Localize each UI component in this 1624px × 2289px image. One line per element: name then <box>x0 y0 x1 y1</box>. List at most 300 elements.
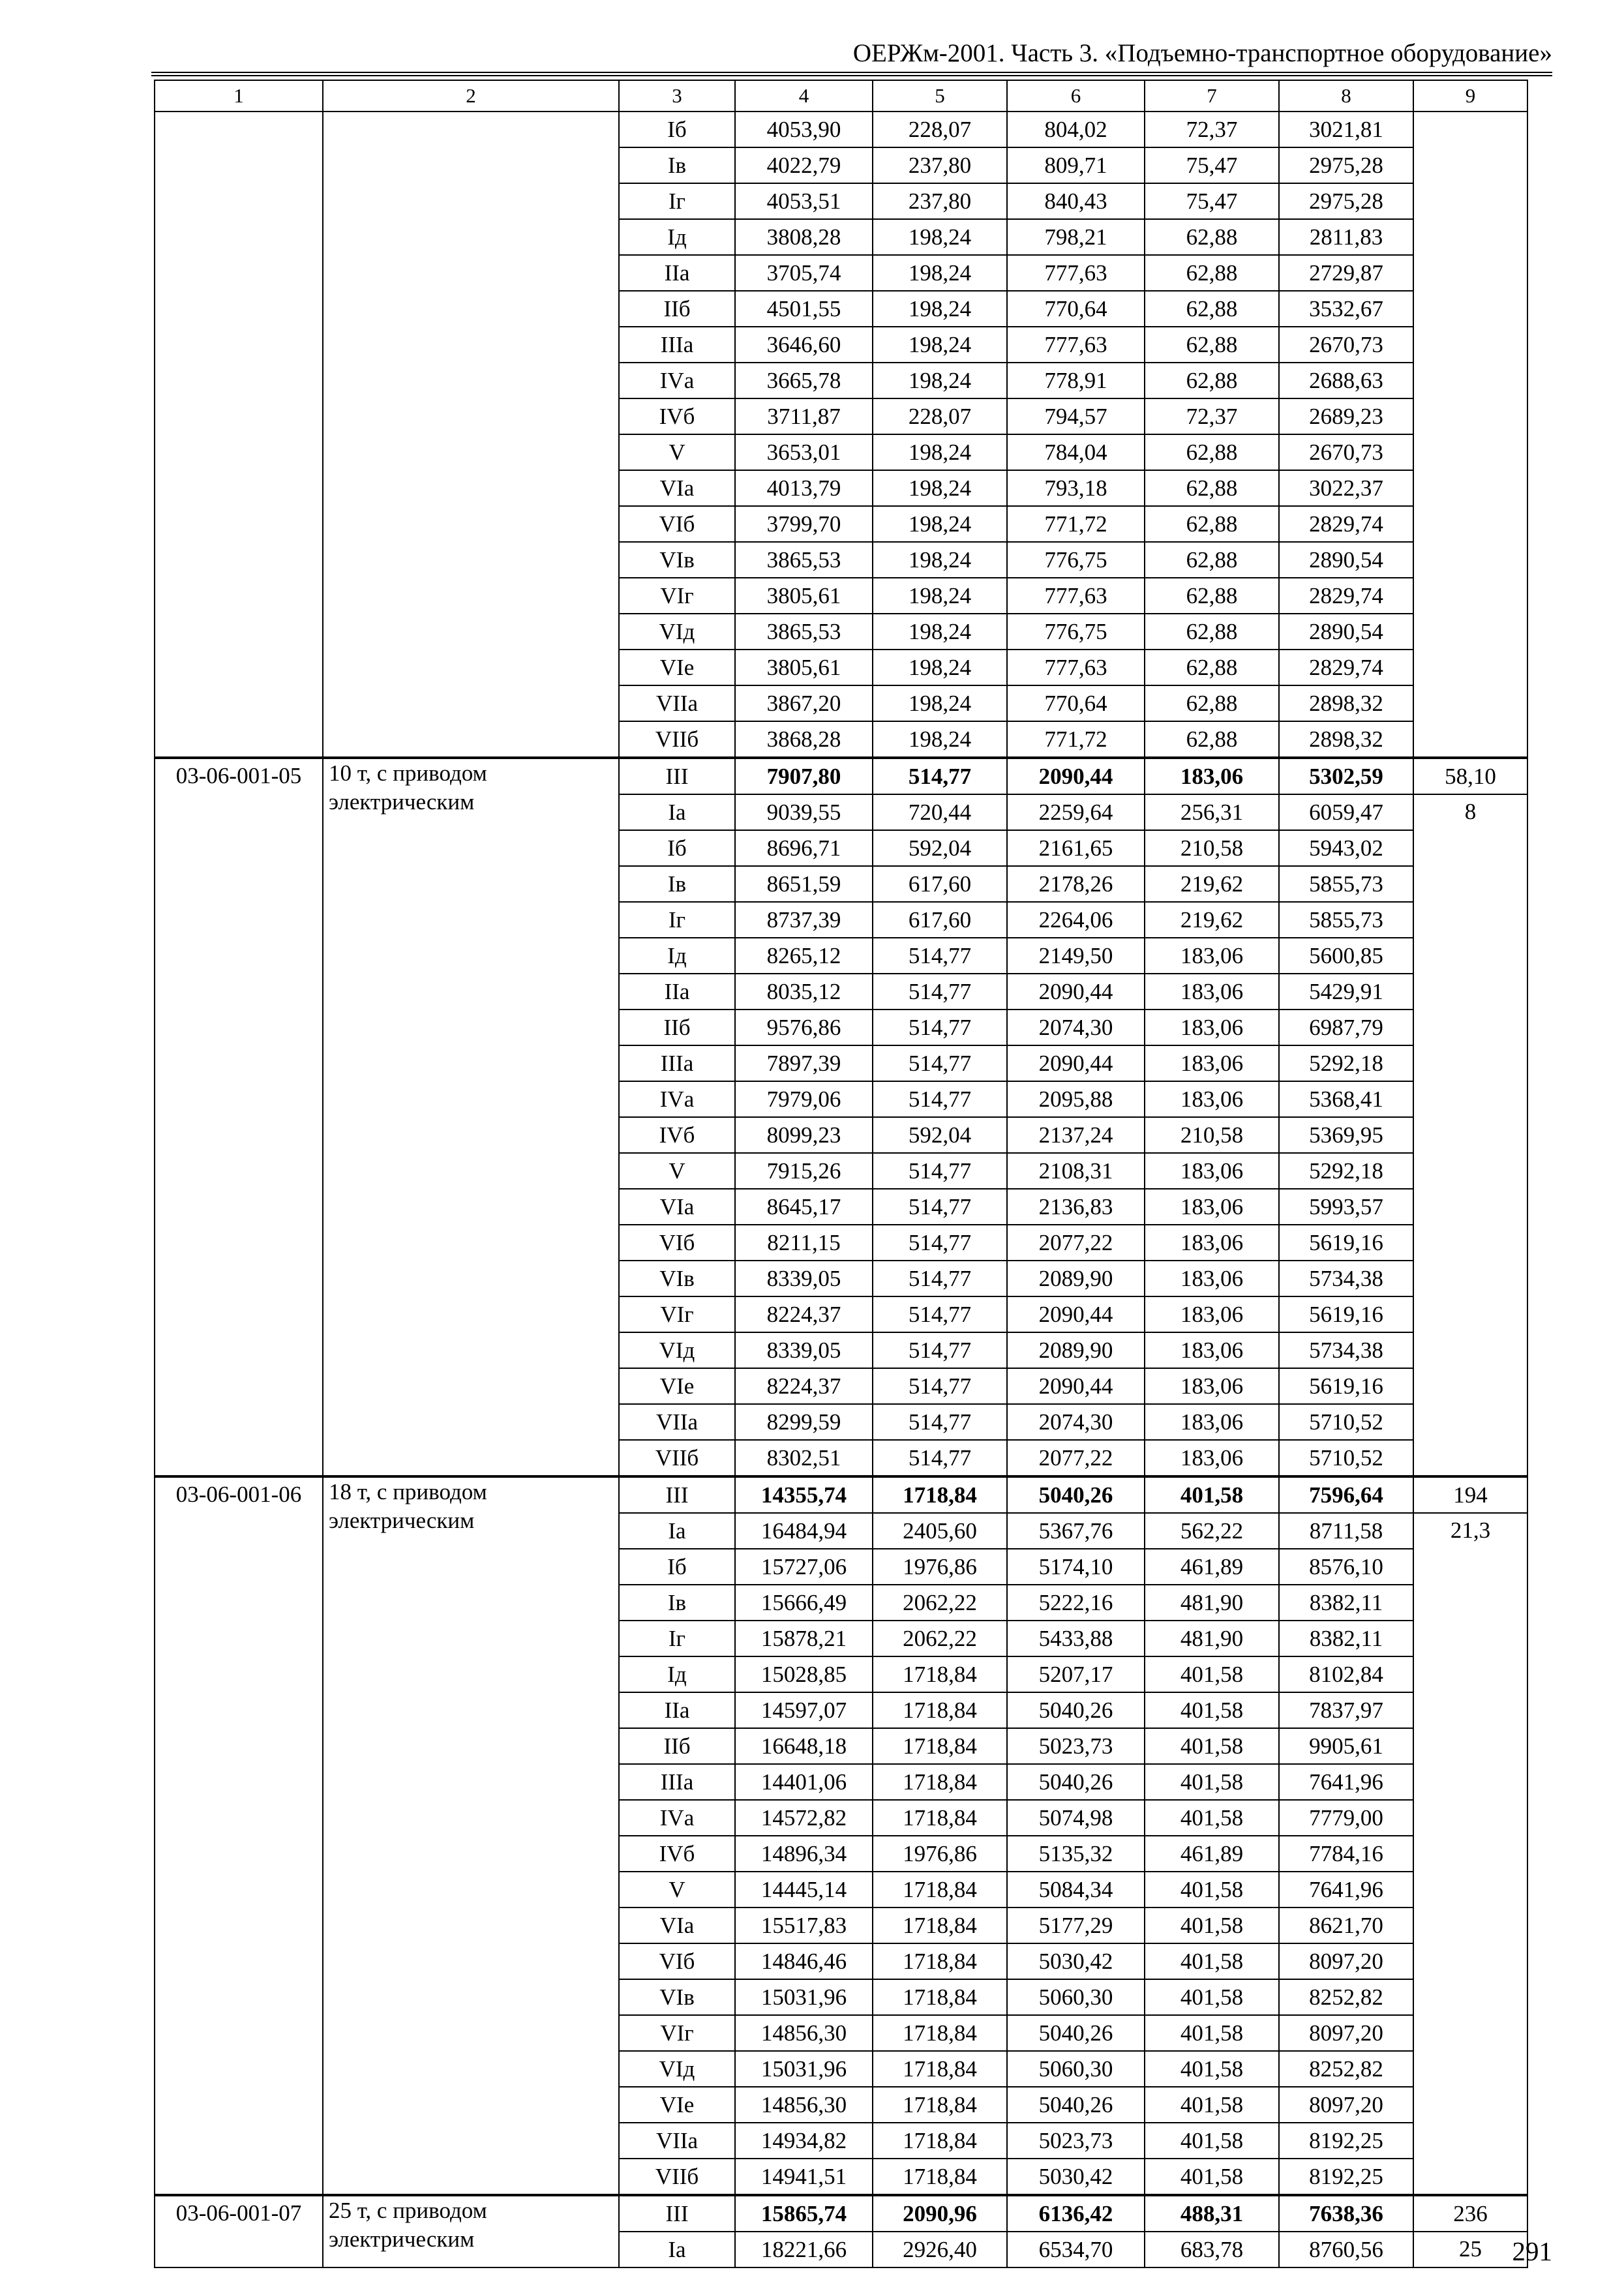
wage-cell: 514,77 <box>873 974 1007 1010</box>
material-cell: 7641,96 <box>1279 1764 1413 1800</box>
class-cell: Iг <box>619 1621 735 1656</box>
price-cell: 8651,59 <box>735 866 873 902</box>
price-cell: 9576,86 <box>735 1010 873 1045</box>
code-cell <box>155 112 323 758</box>
wage-cell: 514,77 <box>873 1261 1007 1296</box>
price-cell: 3865,53 <box>735 614 873 650</box>
column-number: 6 <box>1007 80 1145 112</box>
machine-cell: 2090,44 <box>1007 1045 1145 1081</box>
wage-cell: 1718,84 <box>873 2123 1007 2159</box>
operator-wage-cell: 256,31 <box>1145 794 1279 830</box>
class-cell: III <box>619 1476 735 1513</box>
class-cell: VIд <box>619 2051 735 2087</box>
description-cell <box>323 112 619 758</box>
operator-wage-cell: 62,88 <box>1145 327 1279 363</box>
operator-wage-cell: 401,58 <box>1145 1979 1279 2015</box>
operator-wage-cell: 183,06 <box>1145 758 1279 794</box>
class-cell: Iа <box>619 2232 735 2267</box>
machine-cell: 6534,70 <box>1007 2232 1145 2267</box>
material-cell: 5855,73 <box>1279 902 1413 938</box>
price-cell: 8035,12 <box>735 974 873 1010</box>
machine-cell: 2077,22 <box>1007 1440 1145 1476</box>
price-cell: 8099,23 <box>735 1117 873 1153</box>
class-cell: VIг <box>619 578 735 614</box>
machine-cell: 2136,83 <box>1007 1189 1145 1225</box>
price-cell: 14401,06 <box>735 1764 873 1800</box>
machine-cell: 776,75 <box>1007 542 1145 578</box>
price-cell: 8339,05 <box>735 1261 873 1296</box>
machine-cell: 6136,42 <box>1007 2195 1145 2232</box>
description-cell: 18 т, с приводом электрическим <box>323 1476 619 2195</box>
material-cell: 2898,32 <box>1279 685 1413 721</box>
wage-cell: 228,07 <box>873 112 1007 147</box>
labor-cell: 236 <box>1413 2195 1527 2232</box>
material-cell: 2811,83 <box>1279 219 1413 255</box>
material-cell: 2890,54 <box>1279 614 1413 650</box>
wage-cell: 198,24 <box>873 470 1007 506</box>
class-cell: V <box>619 434 735 470</box>
price-cell: 4053,51 <box>735 183 873 219</box>
material-cell: 5292,18 <box>1279 1153 1413 1189</box>
material-cell: 2670,73 <box>1279 434 1413 470</box>
operator-wage-cell: 62,88 <box>1145 506 1279 542</box>
wage-cell: 1718,84 <box>873 1872 1007 1908</box>
labor-cell: 25 <box>1413 2232 1527 2267</box>
wage-cell: 198,24 <box>873 685 1007 721</box>
operator-wage-cell: 72,37 <box>1145 112 1279 147</box>
machine-cell: 2090,44 <box>1007 1368 1145 1404</box>
price-cell: 14896,34 <box>735 1836 873 1872</box>
operator-wage-cell: 183,06 <box>1145 1261 1279 1296</box>
price-cell: 14597,07 <box>735 1692 873 1728</box>
wage-cell: 514,77 <box>873 1081 1007 1117</box>
wage-cell: 514,77 <box>873 1010 1007 1045</box>
operator-wage-cell: 401,58 <box>1145 1656 1279 1692</box>
class-cell: IIб <box>619 1728 735 1764</box>
wage-cell: 514,77 <box>873 1189 1007 1225</box>
wage-cell: 514,77 <box>873 1368 1007 1404</box>
wage-cell: 1718,84 <box>873 1692 1007 1728</box>
wage-cell: 237,80 <box>873 147 1007 183</box>
class-cell: Iв <box>619 1585 735 1621</box>
price-cell: 14445,14 <box>735 1872 873 1908</box>
wage-cell: 198,24 <box>873 255 1007 291</box>
price-table <box>154 80 1528 2268</box>
operator-wage-cell: 219,62 <box>1145 866 1279 902</box>
material-cell: 5710,52 <box>1279 1440 1413 1476</box>
operator-wage-cell: 183,06 <box>1145 1368 1279 1404</box>
material-cell: 2829,74 <box>1279 578 1413 614</box>
machine-cell: 770,64 <box>1007 685 1145 721</box>
class-cell: IIб <box>619 291 735 327</box>
wage-cell: 1718,84 <box>873 1476 1007 1513</box>
machine-cell: 2089,90 <box>1007 1261 1145 1296</box>
class-cell: Iд <box>619 219 735 255</box>
wage-cell: 617,60 <box>873 866 1007 902</box>
price-cell: 3705,74 <box>735 255 873 291</box>
price-cell: 3711,87 <box>735 398 873 434</box>
operator-wage-cell: 183,06 <box>1145 1332 1279 1368</box>
price-cell: 14856,30 <box>735 2087 873 2123</box>
class-cell: IVа <box>619 1081 735 1117</box>
price-cell: 3646,60 <box>735 327 873 363</box>
wage-cell: 514,77 <box>873 758 1007 794</box>
price-cell: 3805,61 <box>735 578 873 614</box>
machine-cell: 5040,26 <box>1007 1476 1145 1513</box>
material-cell: 6059,47 <box>1279 794 1413 830</box>
description-cell: 25 т, с приводом электрическим <box>323 2195 619 2267</box>
operator-wage-cell: 75,47 <box>1145 183 1279 219</box>
class-cell: IIа <box>619 1692 735 1728</box>
operator-wage-cell: 183,06 <box>1145 974 1279 1010</box>
wage-cell: 1718,84 <box>873 1979 1007 2015</box>
price-cell: 14355,74 <box>735 1476 873 1513</box>
price-cell: 15878,21 <box>735 1621 873 1656</box>
operator-wage-cell: 62,88 <box>1145 363 1279 398</box>
price-cell: 15666,49 <box>735 1585 873 1621</box>
wage-cell: 228,07 <box>873 398 1007 434</box>
material-cell: 5429,91 <box>1279 974 1413 1010</box>
price-cell: 3799,70 <box>735 506 873 542</box>
table-row <box>155 1476 1527 1513</box>
machine-cell: 778,91 <box>1007 363 1145 398</box>
material-cell: 7641,96 <box>1279 1872 1413 1908</box>
labor-cell <box>1413 112 1527 758</box>
wage-cell: 198,24 <box>873 614 1007 650</box>
labor-cell: 8 <box>1413 794 1527 1476</box>
class-cell: IVа <box>619 363 735 398</box>
wage-cell: 514,77 <box>873 1440 1007 1476</box>
price-cell: 3808,28 <box>735 219 873 255</box>
material-cell: 8102,84 <box>1279 1656 1413 1692</box>
operator-wage-cell: 62,88 <box>1145 542 1279 578</box>
material-cell: 2689,23 <box>1279 398 1413 434</box>
table-row <box>155 758 1527 794</box>
class-cell: VIIб <box>619 2159 735 2195</box>
price-cell: 15727,06 <box>735 1549 873 1585</box>
code-cell: 03-06-001-05 <box>155 758 323 1476</box>
wage-cell: 198,24 <box>873 219 1007 255</box>
wage-cell: 198,24 <box>873 327 1007 363</box>
operator-wage-cell: 72,37 <box>1145 398 1279 434</box>
machine-cell: 794,57 <box>1007 398 1145 434</box>
class-cell: Iа <box>619 794 735 830</box>
class-cell: VIг <box>619 1296 735 1332</box>
price-cell: 15865,74 <box>735 2195 873 2232</box>
material-cell: 7779,00 <box>1279 1800 1413 1836</box>
material-cell: 8621,70 <box>1279 1908 1413 1943</box>
price-cell: 8645,17 <box>735 1189 873 1225</box>
class-cell: VIIа <box>619 685 735 721</box>
operator-wage-cell: 62,88 <box>1145 578 1279 614</box>
wage-cell: 514,77 <box>873 1045 1007 1081</box>
price-cell: 4501,55 <box>735 291 873 327</box>
operator-wage-cell: 183,06 <box>1145 1153 1279 1189</box>
price-cell: 15031,96 <box>735 1979 873 2015</box>
class-cell: VIа <box>619 1908 735 1943</box>
material-cell: 2829,74 <box>1279 506 1413 542</box>
material-cell: 7638,36 <box>1279 2195 1413 2232</box>
material-cell: 8192,25 <box>1279 2123 1413 2159</box>
operator-wage-cell: 183,06 <box>1145 1081 1279 1117</box>
wage-cell: 1718,84 <box>873 1728 1007 1764</box>
price-cell: 14934,82 <box>735 2123 873 2159</box>
price-cell: 3653,01 <box>735 434 873 470</box>
material-cell: 7837,97 <box>1279 1692 1413 1728</box>
material-cell: 8711,58 <box>1279 1513 1413 1549</box>
machine-cell: 777,63 <box>1007 650 1145 685</box>
class-cell: VIд <box>619 614 735 650</box>
operator-wage-cell: 62,88 <box>1145 721 1279 758</box>
wage-cell: 198,24 <box>873 542 1007 578</box>
material-cell: 8192,25 <box>1279 2159 1413 2195</box>
price-cell: 16484,94 <box>735 1513 873 1549</box>
material-cell: 8252,82 <box>1279 1979 1413 2015</box>
price-cell: 15517,83 <box>735 1908 873 1943</box>
operator-wage-cell: 401,58 <box>1145 2087 1279 2123</box>
machine-cell: 2259,64 <box>1007 794 1145 830</box>
class-cell: IVб <box>619 1836 735 1872</box>
labor-cell: 21,3 <box>1413 1513 1527 2195</box>
class-cell: VIе <box>619 650 735 685</box>
price-cell: 8224,37 <box>735 1368 873 1404</box>
wage-cell: 514,77 <box>873 1225 1007 1261</box>
class-cell: VIв <box>619 1261 735 1296</box>
material-cell: 8097,20 <box>1279 1943 1413 1979</box>
material-cell: 7784,16 <box>1279 1836 1413 1872</box>
operator-wage-cell: 401,58 <box>1145 1692 1279 1728</box>
material-cell: 8382,11 <box>1279 1585 1413 1621</box>
machine-cell: 2149,50 <box>1007 938 1145 974</box>
machine-cell: 2264,06 <box>1007 902 1145 938</box>
wage-cell: 198,24 <box>873 506 1007 542</box>
wage-cell: 1718,84 <box>873 2159 1007 2195</box>
material-cell: 8097,20 <box>1279 2015 1413 2051</box>
machine-cell: 793,18 <box>1007 470 1145 506</box>
machine-cell: 798,21 <box>1007 219 1145 255</box>
class-cell: VIа <box>619 470 735 506</box>
material-cell: 2975,28 <box>1279 147 1413 183</box>
wage-cell: 1718,84 <box>873 1943 1007 1979</box>
wage-cell: 617,60 <box>873 902 1007 938</box>
material-cell: 5734,38 <box>1279 1332 1413 1368</box>
price-cell: 15028,85 <box>735 1656 873 1692</box>
machine-cell: 5177,29 <box>1007 1908 1145 1943</box>
price-cell: 3868,28 <box>735 721 873 758</box>
operator-wage-cell: 210,58 <box>1145 1117 1279 1153</box>
class-cell: VIг <box>619 2015 735 2051</box>
price-cell: 14572,82 <box>735 1800 873 1836</box>
material-cell: 2670,73 <box>1279 327 1413 363</box>
wage-cell: 1718,84 <box>873 2087 1007 2123</box>
machine-cell: 5135,32 <box>1007 1836 1145 1872</box>
material-cell: 9905,61 <box>1279 1728 1413 1764</box>
operator-wage-cell: 210,58 <box>1145 830 1279 866</box>
machine-cell: 5060,30 <box>1007 1979 1145 2015</box>
machine-cell: 5040,26 <box>1007 1692 1145 1728</box>
class-cell: Iд <box>619 938 735 974</box>
price-cell: 8696,71 <box>735 830 873 866</box>
class-cell: Iв <box>619 866 735 902</box>
wage-cell: 2405,60 <box>873 1513 1007 1549</box>
price-cell: 18221,66 <box>735 2232 873 2267</box>
operator-wage-cell: 62,88 <box>1145 614 1279 650</box>
class-cell: IIIа <box>619 1045 735 1081</box>
wage-cell: 2062,22 <box>873 1621 1007 1656</box>
column-number: 1 <box>155 80 323 112</box>
material-cell: 6987,79 <box>1279 1010 1413 1045</box>
operator-wage-cell: 401,58 <box>1145 1728 1279 1764</box>
class-cell: VIб <box>619 1943 735 1979</box>
wage-cell: 1718,84 <box>873 1908 1007 1943</box>
price-cell: 7915,26 <box>735 1153 873 1189</box>
operator-wage-cell: 401,58 <box>1145 1908 1279 1943</box>
wage-cell: 198,24 <box>873 578 1007 614</box>
material-cell: 5302,59 <box>1279 758 1413 794</box>
wage-cell: 198,24 <box>873 721 1007 758</box>
wage-cell: 1718,84 <box>873 1800 1007 1836</box>
class-cell: VIе <box>619 2087 735 2123</box>
class-cell: IVа <box>619 1800 735 1836</box>
machine-cell: 2074,30 <box>1007 1010 1145 1045</box>
material-cell: 3021,81 <box>1279 112 1413 147</box>
class-cell: VIIб <box>619 721 735 758</box>
operator-wage-cell: 62,88 <box>1145 650 1279 685</box>
class-cell: III <box>619 2195 735 2232</box>
machine-cell: 784,04 <box>1007 434 1145 470</box>
machine-cell: 777,63 <box>1007 255 1145 291</box>
class-cell: VIв <box>619 1979 735 2015</box>
operator-wage-cell: 401,58 <box>1145 2159 1279 2195</box>
class-cell: Iа <box>619 1513 735 1549</box>
operator-wage-cell: 183,06 <box>1145 1404 1279 1440</box>
wage-cell: 514,77 <box>873 1153 1007 1189</box>
price-cell: 8224,37 <box>735 1296 873 1332</box>
table-row <box>155 2195 1527 2232</box>
price-cell: 8302,51 <box>735 1440 873 1476</box>
machine-cell: 771,72 <box>1007 721 1145 758</box>
column-number: 7 <box>1145 80 1279 112</box>
machine-cell: 2090,44 <box>1007 1296 1145 1332</box>
class-cell: IIIа <box>619 327 735 363</box>
code-cell: 03-06-001-07 <box>155 2195 323 2267</box>
machine-cell: 771,72 <box>1007 506 1145 542</box>
code-cell: 03-06-001-06 <box>155 1476 323 2195</box>
operator-wage-cell: 183,06 <box>1145 1440 1279 1476</box>
price-cell: 4053,90 <box>735 112 873 147</box>
price-cell: 8299,59 <box>735 1404 873 1440</box>
class-cell: Iд <box>619 1656 735 1692</box>
class-cell: VIб <box>619 506 735 542</box>
wage-cell: 720,44 <box>873 794 1007 830</box>
machine-cell: 5174,10 <box>1007 1549 1145 1585</box>
column-number: 3 <box>619 80 735 112</box>
operator-wage-cell: 461,89 <box>1145 1836 1279 1872</box>
material-cell: 5855,73 <box>1279 866 1413 902</box>
wage-cell: 198,24 <box>873 291 1007 327</box>
operator-wage-cell: 62,88 <box>1145 470 1279 506</box>
wage-cell: 1976,86 <box>873 1836 1007 1872</box>
column-number: 5 <box>873 80 1007 112</box>
operator-wage-cell: 75,47 <box>1145 147 1279 183</box>
class-cell: V <box>619 1153 735 1189</box>
price-cell: 7897,39 <box>735 1045 873 1081</box>
machine-cell: 5060,30 <box>1007 2051 1145 2087</box>
material-cell: 5993,57 <box>1279 1189 1413 1225</box>
operator-wage-cell: 62,88 <box>1145 219 1279 255</box>
class-cell: IVб <box>619 1117 735 1153</box>
class-cell: IIа <box>619 255 735 291</box>
price-cell: 8265,12 <box>735 938 873 974</box>
wage-cell: 1718,84 <box>873 1764 1007 1800</box>
column-number: 8 <box>1279 80 1413 112</box>
material-cell: 5619,16 <box>1279 1225 1413 1261</box>
material-cell: 2729,87 <box>1279 255 1413 291</box>
machine-cell: 2077,22 <box>1007 1225 1145 1261</box>
operator-wage-cell: 401,58 <box>1145 1800 1279 1836</box>
wage-cell: 2062,22 <box>873 1585 1007 1621</box>
wage-cell: 198,24 <box>873 650 1007 685</box>
machine-cell: 5023,73 <box>1007 1728 1145 1764</box>
operator-wage-cell: 488,31 <box>1145 2195 1279 2232</box>
operator-wage-cell: 62,88 <box>1145 685 1279 721</box>
machine-cell: 2089,90 <box>1007 1332 1145 1368</box>
machine-cell: 776,75 <box>1007 614 1145 650</box>
operator-wage-cell: 219,62 <box>1145 902 1279 938</box>
class-cell: Iг <box>619 183 735 219</box>
header-rule <box>151 72 1552 76</box>
operator-wage-cell: 183,06 <box>1145 1296 1279 1332</box>
operator-wage-cell: 461,89 <box>1145 1549 1279 1585</box>
table-row <box>155 112 1527 147</box>
machine-cell: 2161,65 <box>1007 830 1145 866</box>
operator-wage-cell: 401,58 <box>1145 1764 1279 1800</box>
price-cell: 7907,80 <box>735 758 873 794</box>
class-cell: VIIб <box>619 1440 735 1476</box>
machine-cell: 770,64 <box>1007 291 1145 327</box>
machine-cell: 840,43 <box>1007 183 1145 219</box>
material-cell: 2975,28 <box>1279 183 1413 219</box>
machine-cell: 5030,42 <box>1007 1943 1145 1979</box>
material-cell: 5368,41 <box>1279 1081 1413 1117</box>
wage-cell: 514,77 <box>873 1332 1007 1368</box>
class-cell: VIIа <box>619 2123 735 2159</box>
material-cell: 2829,74 <box>1279 650 1413 685</box>
price-cell: 15031,96 <box>735 2051 873 2087</box>
class-cell: Iб <box>619 112 735 147</box>
class-cell: IIб <box>619 1010 735 1045</box>
machine-cell: 5433,88 <box>1007 1621 1145 1656</box>
machine-cell: 809,71 <box>1007 147 1145 183</box>
material-cell: 8382,11 <box>1279 1621 1413 1656</box>
class-cell: Iг <box>619 902 735 938</box>
material-cell: 8576,10 <box>1279 1549 1413 1585</box>
material-cell: 5943,02 <box>1279 830 1413 866</box>
price-cell: 3865,53 <box>735 542 873 578</box>
material-cell: 5619,16 <box>1279 1296 1413 1332</box>
operator-wage-cell: 562,22 <box>1145 1513 1279 1549</box>
wage-cell: 2926,40 <box>873 2232 1007 2267</box>
wage-cell: 1718,84 <box>873 2051 1007 2087</box>
operator-wage-cell: 62,88 <box>1145 255 1279 291</box>
material-cell: 5619,16 <box>1279 1368 1413 1404</box>
wage-cell: 514,77 <box>873 1296 1007 1332</box>
operator-wage-cell: 62,88 <box>1145 434 1279 470</box>
wage-cell: 198,24 <box>873 363 1007 398</box>
class-cell: IVб <box>619 398 735 434</box>
machine-cell: 804,02 <box>1007 112 1145 147</box>
price-cell: 9039,55 <box>735 794 873 830</box>
